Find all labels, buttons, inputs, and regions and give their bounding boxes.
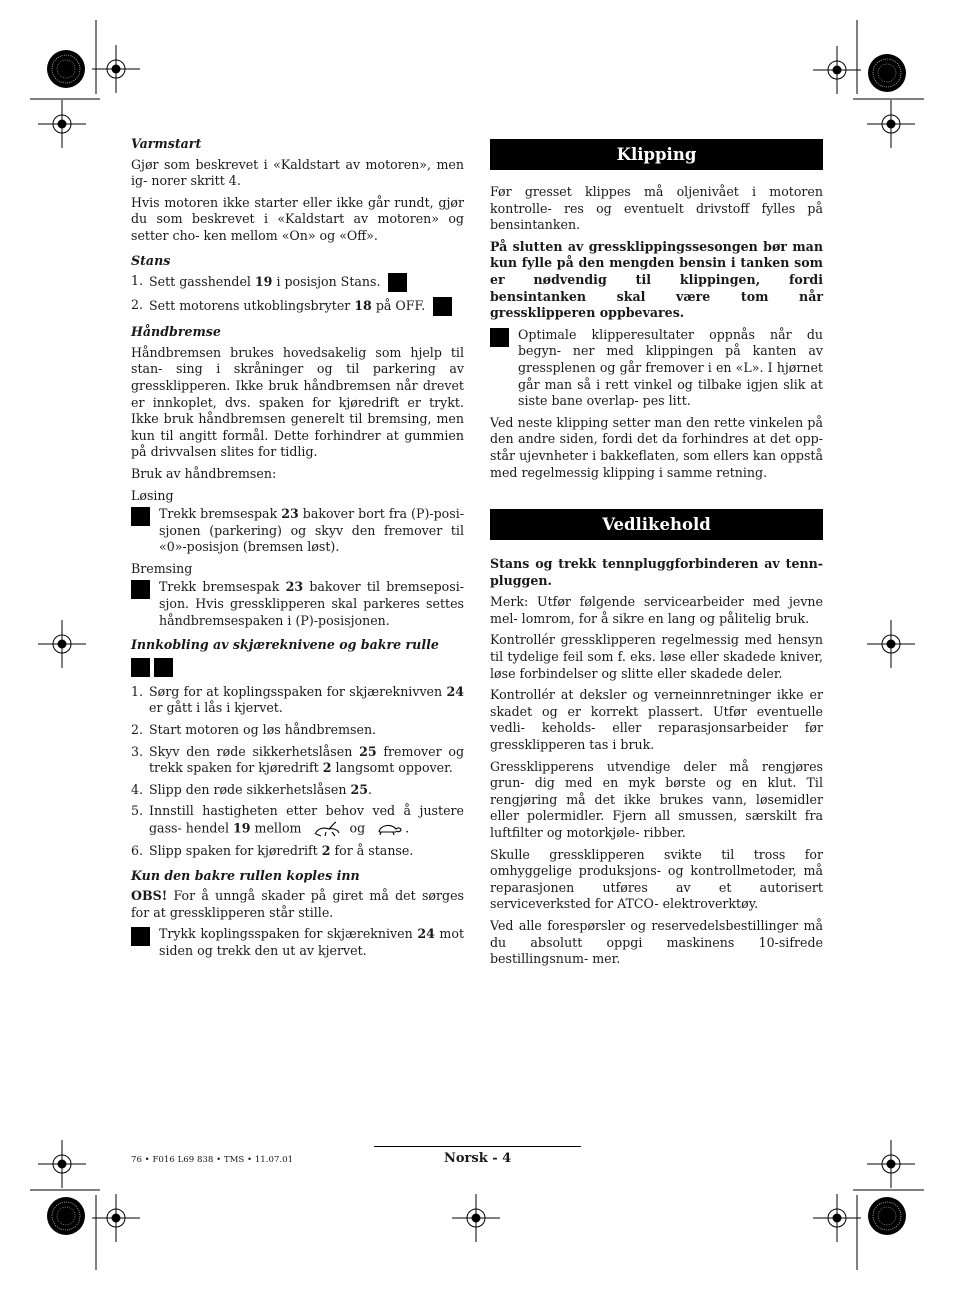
vedlikehold-paragraph-3: Kontrollér gressklipperen regelmessig med hensyn til tydelige feil som f. eks. løse eller skadede kniver, løse forbindelser og slitte eller skadede deler. [490, 632, 823, 681]
handbremse-heading: Håndbremse [131, 324, 221, 340]
hand-pictogram-icon [490, 328, 509, 347]
crosshair-mark [867, 1140, 915, 1188]
crosshair-mark [38, 100, 86, 148]
hand-pictogram-icon [131, 658, 150, 677]
burst-mark-top-left [47, 50, 85, 88]
list-item: 4. Slipp den røde sikkerhetslåsen 25. [131, 781, 372, 797]
page-number: Norsk - 4 [444, 1151, 512, 1166]
vedlikehold-paragraph-7: Ved alle forespørsler og reservedelsbestillinger må du absolutt oppgi maskinens 10-sifrede bestillingsnum- mer. [490, 917, 823, 967]
burst-mark-bottom-left [47, 1197, 85, 1235]
klipping-paragraph-1: Før gresset klippes må oljenivået i motoren kontrolle- res og eventuelt drivstoff fylles på bensintanken. [490, 184, 823, 233]
losing-instruction: Trekk bremsespak 23 bakover bort fra (P)-posi- sjonen (parkering) og skyv den fremover til «0»-posisjon (bremsen løst). [131, 506, 464, 556]
vedlikehold-paragraph-6: Skulle gressklipperen svikte til tross for omhyggelige produksjons- og kontrollmetoder, må reparasjonen utføres av et autorisert serviceverksted for ATCO- elektroverktøy. [490, 846, 823, 912]
crosshair-mark [813, 1194, 861, 1242]
klipping-section-title: Klipping [490, 139, 823, 170]
list-item: 6. Slipp spaken for kjøredrift 2 for å stanse. [131, 843, 414, 858]
hand-pictogram-icon [131, 580, 150, 599]
hand-pictogram-icon [131, 927, 150, 946]
bremsing-instruction: Trekk bremsespak 23 bakover til bremseposi- sjon. Hvis gressklipperen skal parkeres settes håndbremsespaken i (P)-posisjonen. [131, 579, 464, 629]
footer-rule [374, 1146, 581, 1147]
left-column [131, 136, 464, 965]
handbremse-paragraph-2: Bruk av håndbremsen: [131, 465, 277, 481]
klipping-paragraph-3: Ved neste klipping setter man den rette vinkelen på den andre siden, fordi det da forhindres at det opp- står ujevnheter i bakkeflaten, som ellers kan oppstå med regelmessig klipping i samme retning. [490, 414, 823, 480]
bakre-heading: Kun den bakre rullen koples inn [131, 867, 360, 883]
innkobling-heading: Innkobling av skjæreknivene og bakre rulle [131, 637, 439, 653]
list-item: 2. Start motoren og løs håndbremsen. [131, 722, 377, 738]
innkobling-list [131, 684, 464, 860]
hand-pictogram-icon [433, 297, 452, 316]
burst-mark-bottom-right [868, 1197, 906, 1235]
crosshair-mark [813, 46, 861, 94]
vedlikehold-paragraph-2: Merk: Utfør følgende servicearbeider med jevne mel- lomrom, for å sikre en lang og pålitelig bruk. [490, 594, 823, 626]
list-item: 5. Innstill hastigheten etter behov ved å justere gass- hendel 19 mellom og . [131, 803, 464, 838]
klipping-instruction: Optimale klipperesultater oppnås når du begyn- ner med klippingen på kanten av gressplenen og går fremover i en «L». I hjørnet går man så i rett vinkel og tilbake igjen slik at siste bane overlap- pes litt. [490, 327, 823, 410]
bremsing-label: Bremsing [131, 560, 193, 576]
varmstart-heading: Varmstart [131, 136, 202, 151]
varmstart-paragraph-1: Gjør som beskrevet i «Kaldstart av motoren», men ig- norer skritt 4. [131, 156, 464, 189]
crosshair-mark [38, 1140, 86, 1188]
list-item: 2. Sett motorens utkoblingsbryter 18 på OFF. [131, 297, 464, 316]
crosshair-mark [867, 100, 915, 148]
hand-pictogram-icon [154, 658, 173, 677]
crosshair-mark [867, 620, 915, 668]
obs-paragraph: OBS! For å unngå skader på giret må det sørges for at gressklipperen står stille. [131, 888, 464, 920]
handbremse-paragraph-1: Håndbremsen brukes hovedsakelig som hjelp til stan- sing i skråninger og til parkering av gressklipperen. Ikke bruk håndbremsen når drevet er innkoplet, dvs. spaken for kjøredrift er trykt. Ikke bruk håndbremsen generelt til bremsing, men kun til angitt formål. Dette forhindrer at gummien på drivvalsen slites for tidlig. [131, 344, 464, 460]
right-column [490, 139, 823, 973]
burst-mark-top-right [868, 54, 906, 92]
losing-label: Løsing [131, 487, 174, 503]
stans-list [131, 273, 464, 316]
footer-print-code: 76 • F016 L69 838 • TMS • 11.07.01 [131, 1155, 294, 1165]
bakre-instruction: Trykk koplingsspaken for skjærekniven 24 mot siden og trekk den ut av kjervet. [131, 926, 464, 959]
hand-pictogram-icon [388, 273, 407, 292]
list-item: 3. Skyv den røde sikkerhetslåsen 25 fremover og trekk spaken for kjøredrift 2 langsomt oppover. [131, 743, 465, 776]
vedlikehold-paragraph-4: Kontrollér at deksler og verneinnretninger ikke er skadet og er korrekt plassert. Utfør eventuelle vedli- keholds- eller reparasjonsarbeider før gressklipperen tas i bruk. [490, 687, 823, 753]
crosshair-mark [38, 620, 86, 668]
pictogram-row [131, 658, 464, 678]
vedlikehold-paragraph-1: Stans og trekk tennpluggforbinderen av tenn- pluggen. [490, 556, 823, 588]
klipping-paragraph-2: På slutten av gressklippingssesongen bør man kun fylle på den mengden bensin i tanken som er nødvendig til klippingen, fordi bensintanken skal være tom når gressklipperen oppbevares. [490, 238, 823, 321]
list-item: 1. Sørg for at koplingsspaken for skjæreknivven 24 er gått i lås i kjervet. [131, 683, 464, 716]
stans-heading: Stans [131, 252, 171, 268]
rabbit-icon [312, 820, 342, 838]
vedlikehold-paragraph-5: Gressklipperens utvendige deler må rengjøres grun- dig med en myk børste og en klut. Til rengjøring må det ikke brukes vann, løsemidler eller polermidler. Fjern all smussen, særskilt fra luftfilter og motorkjøle- ribber. [490, 758, 823, 840]
vedlikehold-section-title: Vedlikehold [490, 509, 823, 540]
crosshair-mark [452, 1194, 500, 1242]
hand-pictogram-icon [131, 507, 150, 526]
list-item: 1. Sett gasshendel 19 i posisjon Stans. [131, 273, 464, 292]
crosshair-mark [92, 1194, 140, 1242]
crosshair-mark [92, 45, 140, 93]
varmstart-paragraph-2: Hvis motoren ikke starter eller ikke går rundt, gjør du som beskrevet i «Kaldstart av motoren» og setter cho- ken mellom «On» og «Off». [131, 194, 464, 243]
turtle-icon [375, 821, 403, 837]
